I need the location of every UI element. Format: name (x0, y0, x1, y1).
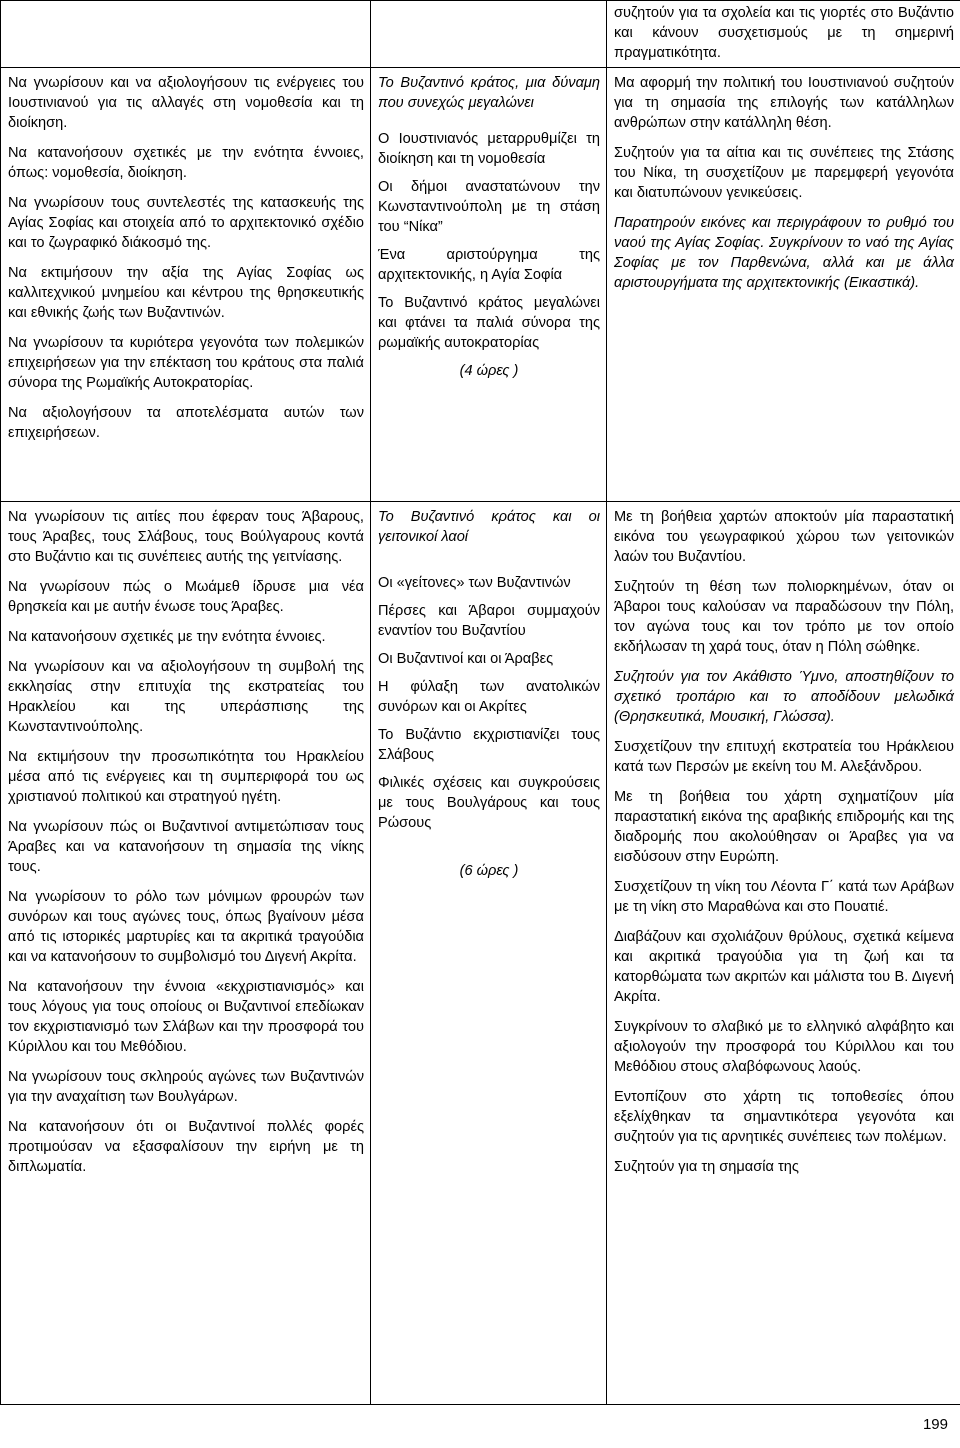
activity-text: Παρατηρούν εικόνες και περιγράφουν το ρυθμό του ναού της Αγίας Σοφίας. Συγκρίνουν το ναό της Αγίας Σοφίας με τον Παρθενώνα, αλλά και με άλλα αριστουργήματα της αρχιτεκτονικής (Εικαστικά). (614, 215, 954, 291)
activities-cell (607, 1, 960, 68)
objective-text: Να γνωρίσουν τα κυριότερα γεγονότα των πολεμικών επιχειρήσεων για την επέκταση του κράτους στα παλιά σύνορα της Ρωμαϊκής Αυτοκρατορίας. (8, 335, 364, 391)
objective-text: Να κατανοήσουν σχετικές με την ενότητα έννοιες, όπως: νομοθεσία, διοίκηση. (8, 145, 364, 181)
unit-topic: Ένα αριστούργημα της αρχιτεκτονικής, η Αγία Σοφία (378, 247, 600, 283)
objective-text: Να εκτιμήσουν την προσωπικότητα του Ηρακλείου μέσα από τις ενέργειες και τη συμπεριφορά του ως χριστιανού πολιτικού και στρατηγού ηγέτη. (8, 749, 364, 805)
objective-text: Να κατανοήσουν την έννοια «εκχριστιανισμός» και τους λόγους για τους οποίους οι Βυζαντινοί επεδίωκαν τον εκχριστιανισμό των Σλάβων και την προσφορά του Κύριλλου και του Μεθόδιου. (8, 979, 364, 1055)
objective-text: Να γνωρίσουν πώς οι Βυζαντινοί αντιμετώπισαν τους Άραβες και να κατανοήσουν τη σημασία της νίκης τους. (8, 819, 364, 875)
unit-topic: Φιλικές σχέσεις και συγκρούσεις με τους Βουλγάρους και τους Ρώσους (378, 775, 600, 831)
activity-text: Συζητούν τη θέση των πολιορκημένων, όταν οι Άβαροι τους καλούσαν να παραδώσουν την Πόλη, τον αγώνα τους και τον τρόπο με τον οποίο εκδήλωσαν τη χαρά τους, όταν η Πόλη σώθηκε. (614, 579, 954, 655)
objective-text: Να γνωρίσουν πώς ο Μωάμεθ ίδρυσε μια νέα θρησκεία και με αυτήν ένωσε τους Άραβες. (8, 579, 364, 615)
objective-text: Να γνωρίσουν τις αιτίες που έφεραν τους Άβαρους, τους Άραβες, τους Σλάβους, τους Βούλγαρους κοντά στο Βυζάντιο και τις συνέπειες αυτής της γειτνίασης. (8, 509, 364, 565)
activity-text: Εντοπίζουν στο χάρτη τις τοποθεσίες όπου εξελίχθηκαν τα σημαντικότερα γεγονότα και συζητούν για τις αρνητικές συνέπειες των πολέμων. (614, 1089, 954, 1145)
objective-text: Να αξιολογήσουν τα αποτελέσματα αυτών των επιχειρήσεων. (8, 405, 364, 441)
objective-text: Να εκτιμήσουν την αξία της Αγίας Σοφίας ως καλλιτεχνικού μνημείου και κέντρου της θρησκευτικής και εθνικής ζωής των Βυζαντινών. (8, 265, 364, 321)
objective-text: Να κατανοήσουν ότι οι Βυζαντινοί πολλές φορές προτιμούσαν να εξασφαλίσουν την ειρήνη με τη διπλωματία. (8, 1119, 364, 1175)
units-cell (371, 68, 607, 502)
unit-title: Το Βυζαντινό κράτος και οι γειτονικοί λαοί (378, 509, 600, 545)
objective-text: Να γνωρίσουν τους συντελεστές της κατασκευής της Αγίας Σοφίας και στοιχεία από το αρχιτεκτονικό σχέδιο και το ζωγραφικό διάκοσμό της. (8, 195, 364, 251)
objectives-cell (1, 502, 371, 1405)
unit-topic: Το Βυζαντινό κράτος μεγαλώνει και φτάνει τα παλιά σύνορα της ρωμαϊκής αυτοκρατορίας (378, 295, 600, 351)
unit-topic: Οι δήμοι αναστατώνουν την Κωνσταντινούπολη με τη στάση του “Νίκα” (378, 179, 600, 235)
table-row (1, 502, 960, 1405)
activity-text: Συσχετίζουν τη νίκη του Λέοντα Γ΄ κατά των Αράβων με τη νίκη στο Μαραθώνα και στο Πουατιέ. (614, 879, 954, 915)
unit-hours: (6 ώρες ) (459, 863, 519, 879)
unit-hours: (4 ώρες ) (459, 363, 519, 379)
activity-text: Συζητούν για τον Ακάθιστο Ύμνο, αποστηθίζουν το σχετικό τροπάριο και το αποδίδουν μελωδικά (Θρησκευτικά, Μουσική, Γλώσσα). (614, 669, 954, 725)
activity-text: Μα αφορμή την πολιτική του Ιουστινιανού συζητούν για τη σημασία της επιλογής των κατάλληλων ανθρώπων στην κατάλληλη θέση. (614, 75, 954, 131)
activities-cell (607, 68, 960, 502)
unit-title: Το Βυζαντινό κράτος, μια δύναμη που συνεχώς μεγαλώνει (378, 75, 600, 111)
objective-text: Να γνωρίσουν τους σκληρούς αγώνες των Βυζαντινών για την αναχαίτιση των Βουλγάρων. (8, 1069, 364, 1105)
unit-topic: Οι Βυζαντινοί και οι Άραβες (378, 651, 554, 667)
activity-text: Συζητούν για τη σημασία της (614, 1159, 799, 1175)
objective-text: Να γνωρίσουν και να αξιολογήσουν τη συμβολή της εκκλησίας στην επιτυχία της εκστρατείας του Ηρακλείου και της υπεράσπισης της Κωνσταντινούπολης. (8, 659, 364, 735)
activities-cell (607, 502, 960, 1405)
unit-topic: Πέρσες και Άβαροι συμμαχούν εναντίον του Βυζαντίου (378, 603, 600, 639)
table-row (1, 1, 960, 68)
units-cell (371, 502, 607, 1405)
objectives-cell (1, 1, 371, 68)
objective-text: Να γνωρίσουν το ρόλο των μόνιμων φρουρών των συνόρων και τους αγώνες τους, όπως βγαίνουν μέσα από τις ιστορικές μαρτυρίες και τα ακριτικά τραγούδια και να κατανοήσουν το συμβολισμό του Διγενή Ακρίτα. (8, 889, 364, 965)
objective-text: Να κατανοήσουν σχετικές με την ενότητα έννοιες. (8, 629, 326, 645)
unit-topic: Το Βυζάντιο εκχριστιανίζει τους Σλάβους (378, 727, 600, 763)
page-number: 199 (922, 1416, 948, 1433)
activity-text: Με τη βοήθεια χαρτών αποκτούν μία παραστατική εικόνα του γεωγραφικού χώρου των γειτονικών λαών του Βυζαντίου. (614, 509, 954, 565)
activity-text: Με τη βοήθεια του χάρτη σχηματίζουν μία παραστατική εικόνα της αραβικής επιδρομής και της διαδρομής που ακολούθησαν οι Άραβες για να εισδύσουν στην Ευρώπη. (614, 789, 954, 865)
units-cell (371, 1, 607, 68)
table-row (1, 68, 960, 502)
unit-topic: Η φύλαξη των ανατολικών συνόρων και οι Ακρίτες (378, 679, 600, 715)
objective-text: Να γνωρίσουν και να αξιολογήσουν τις ενέργειες του Ιουστινιανού για τις αλλαγές στη νομοθεσία και τη διοίκηση. (8, 75, 364, 131)
activity-text: συζητούν για τα σχολεία και τις γιορτές στο Βυζάντιο και κάνουν συσχετισμούς με τη σημερινή πραγματικότητα. (614, 5, 954, 61)
activity-text: Διαβάζουν και σχολιάζουν θρύλους, σχετικά κείμενα και ακριτικά τραγούδια για τη ζωή και τα κατορθώματα των ακριτών και μάλιστα του Β. Διγενή Ακρίτα. (614, 929, 954, 1005)
activity-text: Συσχετίζουν την επιτυχή εκστρατεία του Ηράκλειου κατά των Περσών με εκείνη του Μ. Αλεξάνδρου. (614, 739, 954, 775)
unit-topic: Ο Ιουστινιανός μεταρρυθμίζει τη διοίκηση και τη νομοθεσία (378, 131, 600, 167)
objectives-cell (1, 68, 371, 502)
activity-text: Συγκρίνουν το σλαβικό με το ελληνικό αλφάβητο και αξιολογούν την προσφορά του Κύριλλου και του Μεθόδιου στους σλαβόφωνους λαούς. (614, 1019, 954, 1075)
unit-topic: Οι «γείτονες» των Βυζαντινών (378, 575, 571, 591)
activity-text: Συζητούν για τα αίτια και τις συνέπειες της Στάσης του Νίκα, τη συσχετίζουν με παρεμφερή γεγονότα και διατυπώνουν γενικεύσεις. (614, 145, 954, 201)
